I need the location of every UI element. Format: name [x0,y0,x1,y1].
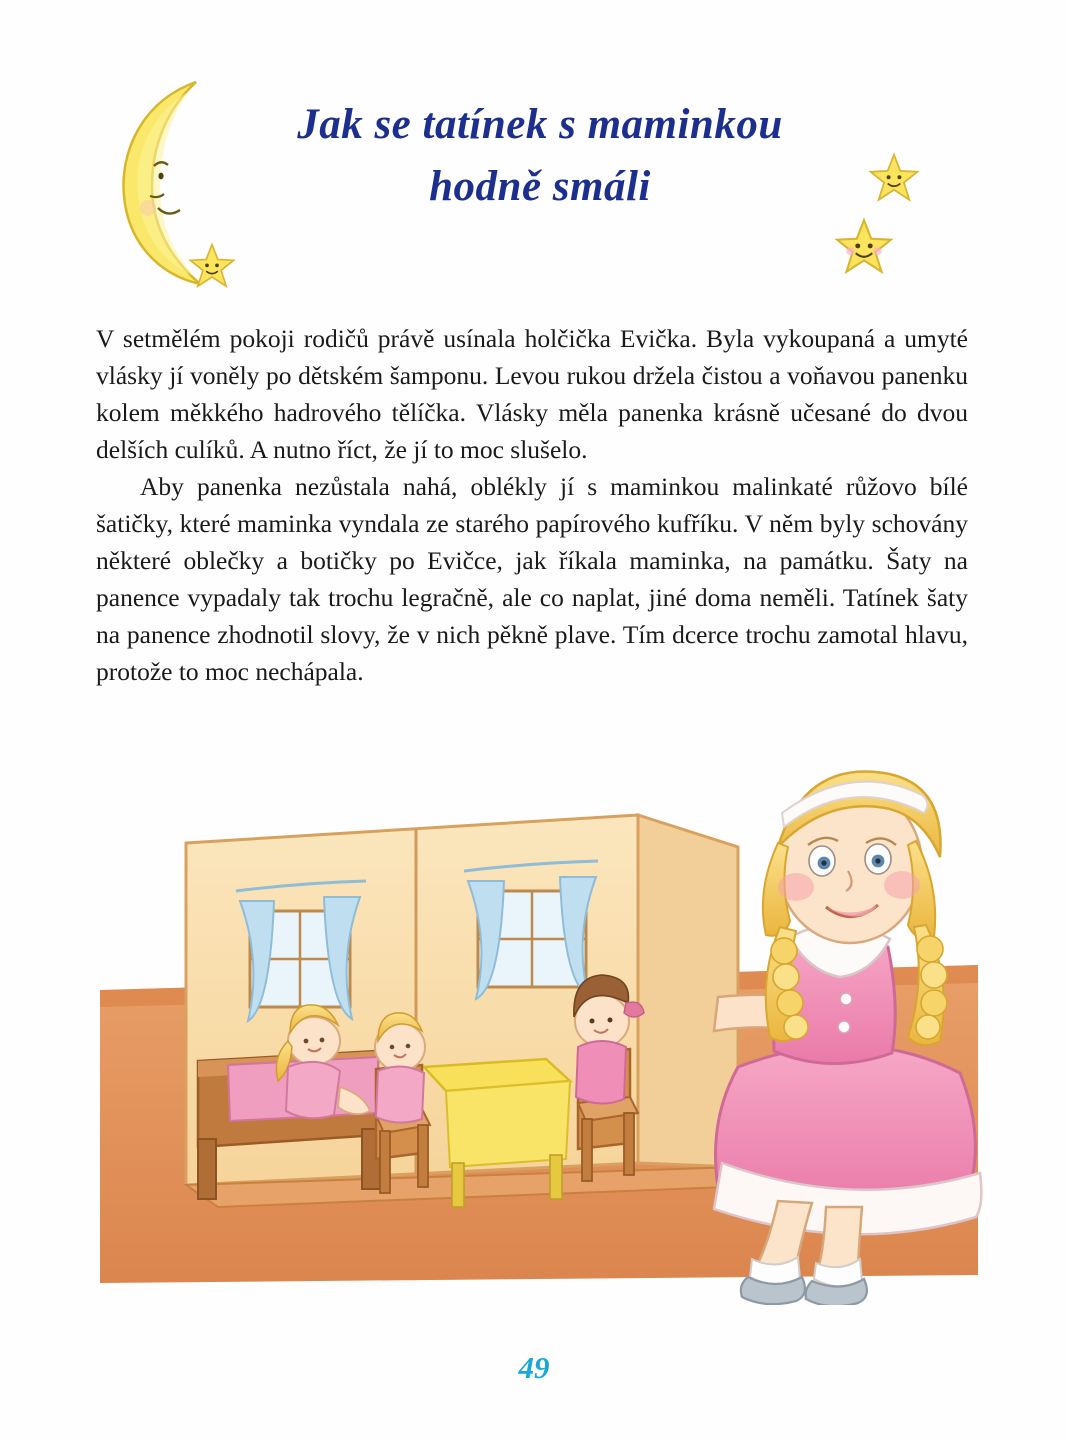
page-title [170,94,910,219]
smiling-star-icon [832,217,896,279]
page-number: 49 [518,1350,550,1385]
page-title-line-2: hodně smáli [429,163,651,211]
story-body [96,320,968,690]
dollhouse-illustration [78,715,998,1305]
paragraph-1: V setmělém pokoji rodičů právě usínala holčička Evička. Byla vykoupaná a umyté vlásky jí voněly po dětském šamponu. Levou rukou držela čistou a voňavou panenku kolem měkkého hadrového tělíčka. Vlásky měla panenka krásně učesané do dvou delších culíků. A nutno říct, že jí to moc slušelo. [96,324,968,464]
page-title-line-1: Jak se tatínek s maminkou [297,101,783,148]
smiling-star-icon [186,242,238,292]
paragraph-2: Aby panenka nezůstala nahá, oblékly jí s maminkou malinkaté růžovo bílé šatičky, které maminka vyndala ze starého papírového kufříku. V něm byly schovány některé oblečky a botičky po Evičce, jak říkala maminka, na památku. Šaty na panence vypadaly tak trochu legračně, ale co naplat, jiné doma neměli. Tatínek šaty na panence zhodnotil slovy, že v nich pěkně plave. Tím dcerce trochu zamotal hlavu, protože to moc nechápala. [96,472,968,686]
title-area [0,62,1068,282]
illustration-canvas [78,715,998,1305]
